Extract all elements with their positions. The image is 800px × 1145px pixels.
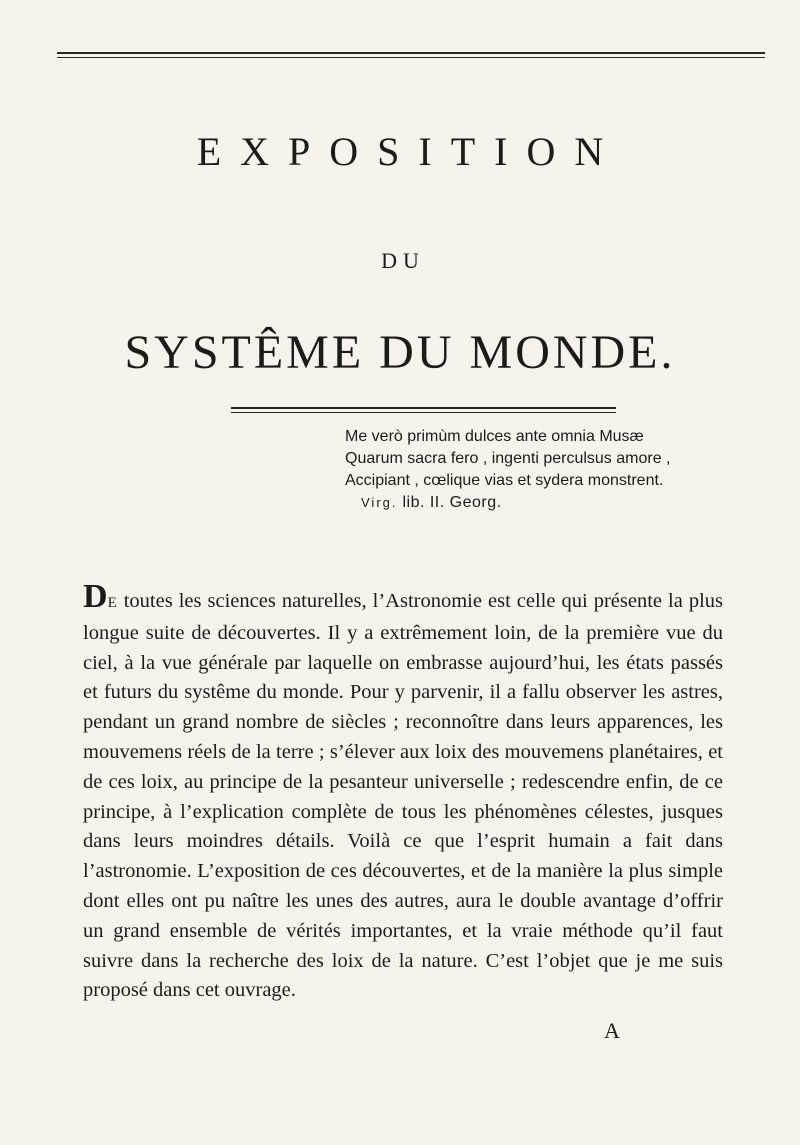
signature-mark: A xyxy=(604,1018,620,1043)
attribution-author: Virg. xyxy=(361,495,398,510)
epigraph xyxy=(345,426,745,514)
epigraph-line: Accipiant , cœlique vias et sydera monstrent. xyxy=(345,472,664,489)
epigraph-attribution xyxy=(345,492,745,514)
epigraph-line: Quarum sacra fero , ingenti perculsus amore , xyxy=(345,450,671,467)
title-systeme-du-monde: SYSTÊME DU MONDE. xyxy=(124,326,676,379)
drop-cap: D xyxy=(83,578,108,615)
opening-smallcap: E xyxy=(107,595,118,611)
body-paragraph xyxy=(83,578,723,1006)
top-double-rule xyxy=(57,52,765,58)
attribution-work: lib. II. Georg. xyxy=(402,494,502,511)
title-exposition: EXPOSITION xyxy=(196,129,623,174)
epigraph-double-rule xyxy=(231,407,616,413)
rule-thin xyxy=(231,412,616,413)
rule-thick xyxy=(57,52,765,54)
rule-thin xyxy=(57,57,765,58)
title-du: DU xyxy=(381,248,425,273)
paragraph-text: toutes les sciences naturelles, l’Astronomie est celle qui présente la plus longue suite de découvertes. Il y a extrêmement loin, de la première vue du ciel, à la vue générale par laquelle on embrasse aujourd’hui, les états passés et futurs du systême du monde. Pour y parvenir, il a fallu observer les astres, pendant un grand nombre de siècles ; reconnoître dans leurs apparences, les mouvemens réels de la terre ; s’élever aux loix des mouvemens planétaires, et de ces loix, au principe de la pesanteur universelle ; redescendre enfin, de ce principe, à l’explication complète de tous les phénomènes célestes, jusques dans leurs moindres détails. Voilà ce que l’esprit humain a fait dans l’astronomie. L’exposition de ces découvertes, et de la manière la plus simple dont elles ont pu naître les unes des autres, aura le double avantage d’offrir un grand ensemble de vérités importantes, et la vraie méthode qu’il faut suivre dans la recherche des loix de la nature. C’est l’objet que je me suis proposé dans cet ouvrage. xyxy=(83,590,723,1002)
rule-thick xyxy=(231,407,616,409)
epigraph-line: Me verò primùm dulces ante omnia Musæ xyxy=(345,428,644,445)
